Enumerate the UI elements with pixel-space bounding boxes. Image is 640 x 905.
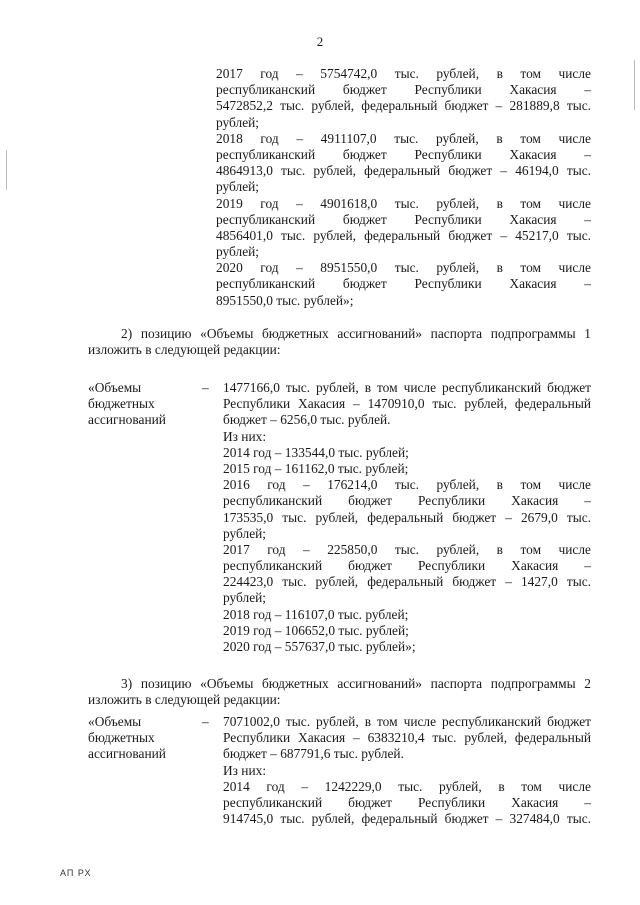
item-2-body-line: 2015 год – 161162,0 тыс. рублей;	[223, 460, 409, 476]
item-2-line-2: изложить в следующей редакции:	[88, 342, 281, 358]
item-2-body-line: 2016 год – 176214,0 тыс. рублей, в том числе	[223, 477, 591, 493]
footer-stamp: АП РХ	[60, 868, 92, 878]
continuation-line: республиканский бюджет Республики Хакасия –	[216, 211, 591, 227]
item-2-body-line: 173535,0 тыс. рублей, федеральный бюджет – 2679,0 тыс.	[223, 509, 591, 525]
item-3-line-2: изложить в следующей редакции:	[88, 692, 281, 708]
continuation-line: республиканский бюджет Республики Хакасия –	[216, 82, 591, 98]
item-2-body-line: 2018 год – 116107,0 тыс. рублей;	[223, 606, 409, 622]
item-3-dash: –	[202, 714, 209, 729]
item-3-body-line: 914745,0 тыс. рублей, федеральный бюджет – 327484,0 тыс.	[223, 811, 591, 827]
scan-edge-mark	[6, 150, 7, 190]
item-3-line-1: 3) позицию «Объемы бюджетных ассигнований» паспорта подпрограммы 2	[121, 676, 591, 691]
item-2-label-1: «Объемы	[88, 380, 142, 395]
item-3-body-line: 7071002,0 тыс. рублей, в том числе республиканский бюджет	[223, 714, 591, 729]
item-3-intro	[88, 676, 591, 708]
item-2-body-line: 2020 год – 557637,0 тыс. рублей»;	[223, 639, 416, 654]
item-2-intro	[88, 326, 591, 358]
item-2-body-line: 2017 год – 225850,0 тыс. рублей, в том числе	[223, 541, 591, 557]
item-3-label-2: бюджетных	[88, 730, 155, 746]
continuation-line: республиканский бюджет Республики Хакасия –	[216, 146, 591, 162]
scan-edge-mark	[634, 60, 635, 110]
continuation-line: 8951550,0 тыс. рублей»;	[216, 292, 354, 308]
item-2-body	[223, 380, 591, 655]
item-2-label-2: бюджетных	[88, 396, 155, 412]
item-3-body-line: республиканский бюджет Республики Хакасия –	[223, 794, 591, 810]
page-number: 2	[316, 34, 324, 49]
item-3-body-line: 2014 год – 1242229,0 тыс. рублей, в том числе	[223, 778, 591, 794]
item-2-body-line: рублей;	[223, 525, 267, 541]
item-2-body-line: 1477166,0 тыс. рублей, в том числе республиканский бюджет	[223, 380, 591, 395]
continuation-line: 2019 год – 4901618,0 тыс. рублей, в том числе	[216, 195, 591, 211]
continuation-line: рублей;	[216, 114, 260, 130]
item-2-body-line: 2019 год – 106652,0 тыс. рублей;	[223, 622, 409, 638]
item-2-body-line: 224423,0 тыс. рублей, федеральный бюджет – 1427,0 тыс.	[223, 574, 591, 590]
item-2-body-line: республиканский бюджет Республики Хакасия –	[223, 493, 591, 509]
continuation-line: 4864913,0 тыс. рублей, федеральный бюджет – 46194,0 тыс.	[216, 163, 591, 179]
continuation-block	[216, 66, 591, 309]
item-2-body-line: рублей;	[223, 590, 267, 606]
item-2-body-line: 2014 год – 133544,0 тыс. рублей;	[223, 444, 409, 460]
continuation-line: рублей;	[216, 179, 260, 195]
item-3-label	[88, 714, 198, 763]
continuation-line: 5472852,2 тыс. рублей, федеральный бюджет – 281889,8 тыс.	[216, 98, 591, 114]
item-2-body-line: Республики Хакасия – 1470910,0 тыс. рублей, федеральный	[223, 396, 591, 412]
item-3-body-line: бюджет – 687791,6 тыс. рублей.	[223, 746, 404, 762]
item-3-body-line: Из них:	[223, 762, 267, 778]
item-3-body-line: Республики Хакасия – 6383210,4 тыс. рублей, федеральный	[223, 730, 591, 746]
continuation-line: 2017 год – 5754742,0 тыс. рублей, в том числе	[216, 66, 591, 81]
continuation-line: республиканский бюджет Республики Хакасия –	[216, 276, 591, 292]
item-2-body-line: республиканский бюджет Республики Хакасия –	[223, 558, 591, 574]
item-3-label-3: ассигнований	[88, 746, 166, 762]
item-2-body-line: бюджет – 6256,0 тыс. рублей.	[223, 412, 391, 428]
continuation-line: рублей;	[216, 244, 260, 260]
item-3-body	[223, 714, 591, 827]
item-3-label-1: «Объемы	[88, 714, 142, 729]
item-2-dash: –	[202, 380, 209, 395]
item-2-line-1: 2) позицию «Объемы бюджетных ассигнований» паспорта подпрограммы 1	[121, 326, 591, 341]
item-2-label	[88, 380, 198, 429]
continuation-line: 4856401,0 тыс. рублей, федеральный бюджет – 45217,0 тыс.	[216, 227, 591, 243]
continuation-line: 2018 год – 4911107,0 тыс. рублей, в том числе	[216, 130, 591, 146]
item-2-label-3: ассигнований	[88, 412, 166, 428]
continuation-line: 2020 год – 8951550,0 тыс. рублей, в том числе	[216, 260, 591, 276]
item-2-body-line: Из них:	[223, 428, 267, 444]
